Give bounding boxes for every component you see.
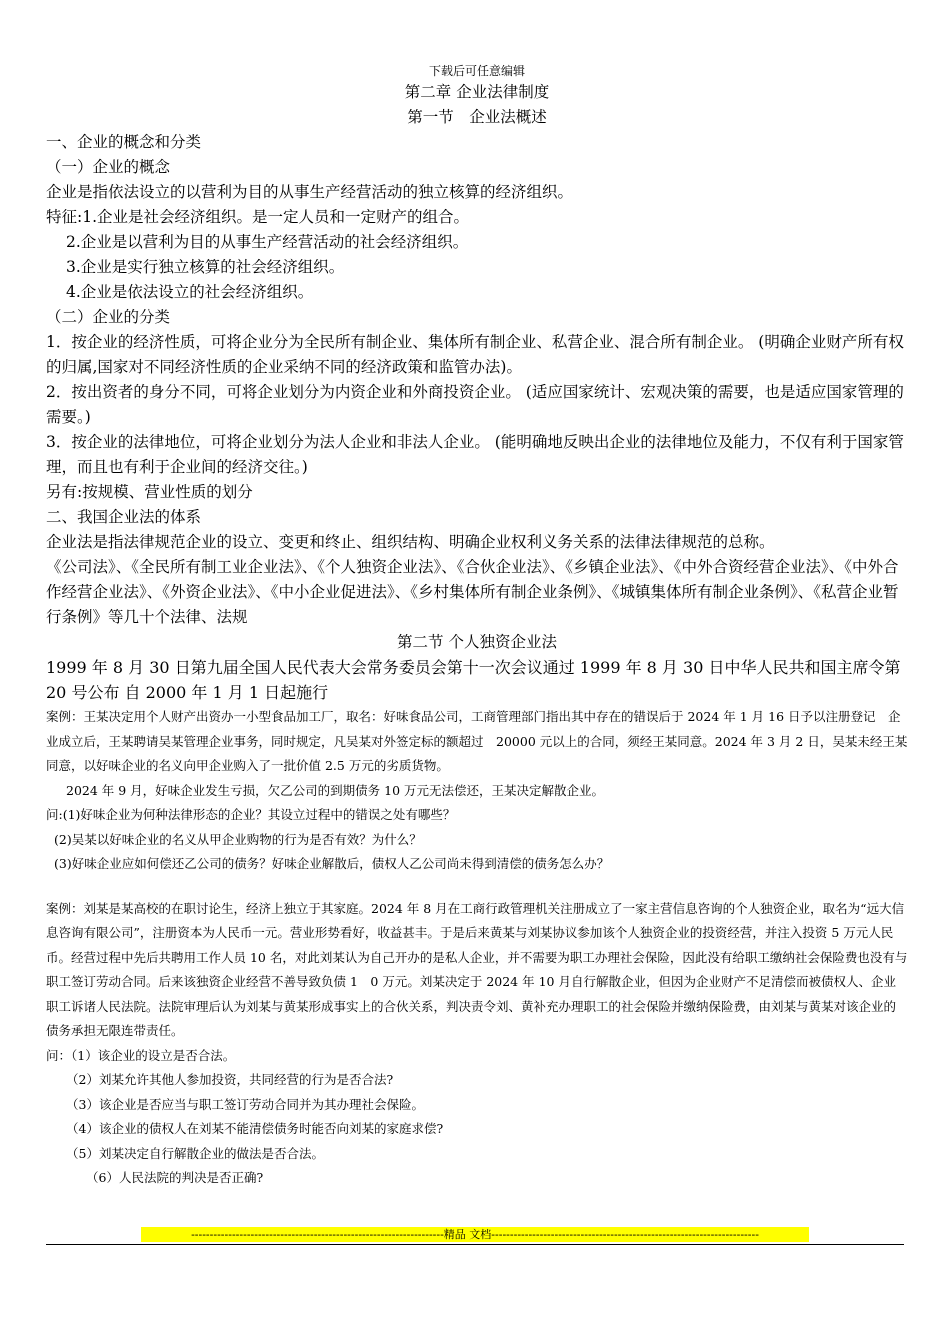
classification-2: 2．按出资者的身分不同，可将企业划分为内资企业和外商投资企业。 (适应国家统计、宏观决策的需要，也是适应国家管理的需要。) [46,383,904,426]
chapter-title: 第二章 企业法律制度 [404,83,550,101]
definition-paragraph: 企业是指依法设立的以营利为目的从事生产经营活动的独立核算的经济组织。 [46,183,574,201]
case2-question-2: （2）刘某允许其他人参加投资，共同经营的行为是否合法? [66,1072,394,1087]
document-page [46,62,908,1191]
other-classification: 另有:按规模、营业性质的划分 [46,483,253,501]
law-enactment: 1999 年 8 月 30 日第九届全国人民代表大会常务委员会第十一次会议通过 1999 年 8 月 30 日中华人民共和国主席令第 20 号公布 自 2000 年 1 月 1 日起施行 [46,658,901,702]
case1-question-3: (3)好味企业应如何偿还乙公司的债务？好味企业解散后，债权人乙公司尚未得到清偿的债务怎么办？ [54,856,610,871]
case2-paragraph: 案例：刘某是某高校的在职讨论生，经济上独立于其家庭。2024 年 8 月在工商行政管理机关注册成立了一家主营信息咨询的个人独资企业，取名为“远大信息咨询有限公司”，注册资本为人民币一元。营业形势看好，收益甚丰。于是后来黄某与刘某协议参加该个人独资企业的投资经营，并注入投资 5 万元人民币。经营过程中先后共聘用工作人员 10 名，对此刘某认为自己开办的是私人企业，并不需要为职工办理社会保险，因此没有给职工缴纳社会保险费也没有与职工签订劳动合同。后来该独资企业经营不善导致负债 1 0 万元。刘某决定于 2024 年 10 月自行解散企业，但因为企业财产不足清偿而被债权人、企业职工诉诸人民法院。法院审理后认为刘某与黄某形成事实上的合伙关系，判决责令刘、黄补充办理职工的社会保险并缴纳保险费，由刘某与黄某对该企业的债务承担无限连带责任。 [46,900,908,1038]
case2-question-1: 问：（1）该企业的设立是否合法。 [46,1047,236,1063]
classification-1: 1．按企业的经济性质，可将企业分为全民所有制企业、集体所有制企业、私营企业、混合所有制企业。 (明确企业财产所有权的归属,国家对不同经济性质的企业采纳不同的经济政策和监管办法)。 [46,333,904,376]
spacer [46,877,908,897]
case2-question-6: （6）人民法院的判决是否正确? [86,1170,264,1185]
feature-1: 特征:1.企业是社会经济组织。是一定人员和一定财产的组合。 [46,208,470,226]
section2-title: 第二节 个人独资企业法 [397,633,557,651]
case1-paragraph: 案例：王某决定用个人财产出资办一小型食品加工厂，取名：好味食品公司，工商管理部门指出其中存在的错误后于 2024 年 1 月 16 日予以注册登记 企业成立后，王某聘请吴某管理企业事务，同时规定，凡吴某对外签定标的额超过 20000 元以上的合同，须经王某同意。2024 年 3 月 2 日，吴某未经王某同意，以好味企业的名义向甲企业购入了一批价值 2.5 万元的劣质货物。 [46,709,908,773]
footer-rule [46,1244,904,1245]
law-list: 《公司法》、《全民所有制工业企业法》、《个人独资企业法》、《合伙企业法》、《乡镇企业法》、《中外合资经营企业法》、《中外合作经营企业法》、《外资企业法》、《中小企业促进法》、《乡村集体所有制企业条例》、《城镇集体所有制企业条例》、《私营企业暂行条例》等几十个法律、法规 [46,558,899,626]
feature-3: 3.企业是实行独立核算的社会经济组织。 [66,258,345,276]
classification-3: 3．按企业的法律地位，可将企业划分为法人企业和非法人企业。 (能明确地反映出企业的法律地位及能力，不仅有利于国家管理，而且也有利于企业间的经济交往。) [46,433,904,476]
case2-question-5: （5）刘某决定自行解散企业的做法是否合法。 [66,1145,324,1161]
case1-paragraph-2: 2024 年 9 月，好味企业发生亏损，欠乙公司的到期债务 10 万元无法偿还，王某决定解散企业。 [66,782,605,798]
case2-question-3: （3）该企业是否应当与职工签订劳动合同并为其办理社会保险。 [66,1096,424,1112]
header-note: 下载后可任意编辑 [428,64,525,78]
subheading-1: （一）企业的概念 [46,158,171,176]
heading-2: 二、我国企业法的体系 [46,508,202,526]
feature-2: 2.企业是以营利为目的从事生产经营活动的社会经济组织。 [66,233,469,251]
section1-title: 第一节 企业法概述 [407,108,547,126]
heading-1: 一、企业的概念和分类 [46,133,202,151]
law-definition: 企业法是指法律规范企业的设立、变更和终止、组织结构、明确企业权利义务关系的法律法律规范的总称。 [46,533,775,551]
case1-question-2: (2)吴某以好味企业的名义从甲企业购物的行为是否有效？为什么？ [54,831,422,847]
case1-question-1: 问:(1)好味企业为何种法律形态的企业？其设立过程中的错误之处有哪些？ [46,807,456,822]
feature-4: 4.企业是依法设立的社会经济组织。 [66,283,314,301]
subheading-2: （二）企业的分类 [46,308,171,326]
footer-highlight-bar: --------------------------------------------------------------------精品 文档------------------------------------------------------------------------ [141,1227,809,1242]
case2-question-4: （4）该企业的债权人在刘某不能清偿债务时能否向刘某的家庭求偿? [66,1121,444,1136]
